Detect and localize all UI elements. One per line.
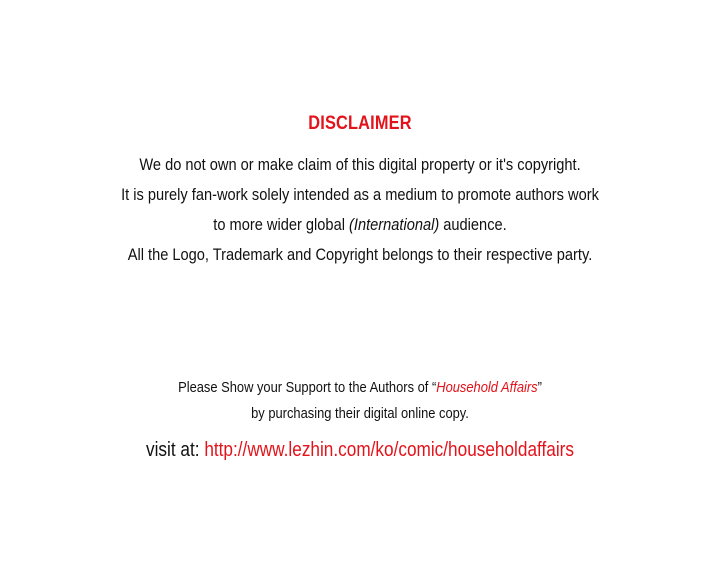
visit-line bbox=[50, 437, 669, 463]
support-line-purchase: by purchasing their digital online copy. bbox=[251, 405, 469, 422]
comic-url-link[interactable]: http://www.lezhin.com/ko/comic/householdaffairs bbox=[204, 439, 574, 461]
support-suffix-text: ” bbox=[537, 379, 542, 396]
disclaimer-line-ownership: We do not own or make claim of this digital property or it's copyright. bbox=[139, 155, 581, 174]
support-prefix-text: Please Show your Support to the Authors of “ bbox=[178, 379, 437, 396]
support-line-authors bbox=[50, 378, 669, 398]
disclaimer-line-fanwork: It is purely fan-work solely intended as a medium to promote authors work bbox=[121, 185, 599, 204]
disclaimer-line-audience bbox=[50, 214, 669, 236]
comic-title: Household Affairs bbox=[436, 379, 538, 396]
disclaimer-title: DISCLAIMER bbox=[308, 113, 412, 134]
disclaimer-line-trademark: All the Logo, Trademark and Copyright belongs to their respective party. bbox=[127, 245, 593, 264]
audience-prefix-text: to more wider global bbox=[213, 215, 350, 234]
international-text: (International) bbox=[349, 215, 440, 234]
audience-suffix-text: audience. bbox=[439, 215, 507, 234]
visit-label: visit at: bbox=[146, 439, 205, 461]
